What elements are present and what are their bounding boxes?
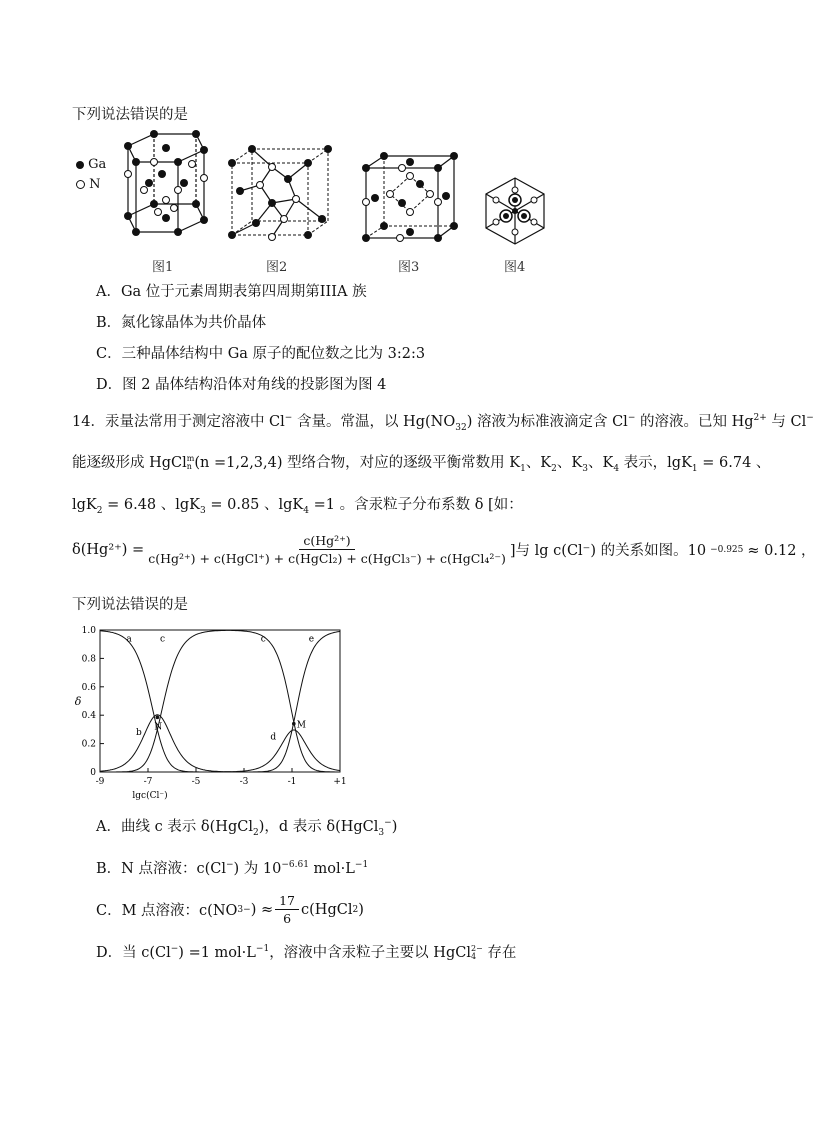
q14-formula: δ(Hg²⁺) = $\frac{\text{c(Hg²⁺)}}{\text{c(Hg²⁺) + c(HgCl⁺) + c(HgCl₂) + c(HgCl₃⁻) + c(HgCl₄²⁻)}}$ ]与 lg c(Cl⁻) 的关系如图。10 −0.925 ≈ 0.12 ， [72,533,816,566]
figure-4-caption: 图4 [504,260,526,275]
x-axis-label: lgc(Cl⁻) [132,791,168,801]
q13-option-d: D．图 2 晶体结构沿体对角线的投影图为图 4 [96,377,387,393]
figure-1-caption: 图1 [152,260,174,275]
q14-option-a: A．曲线 c 表示 δ(HgCl$_2$)，d 表示 δ(HgCl$_3$−) [96,818,398,838]
delta-fraction: $\frac{\text{c(Hg²⁺)}}{\text{c(Hg²⁺) + c(HgCl⁺) + c(HgCl₂) + c(HgCl₃⁻) + c(HgCl₄²⁻)}}$ [148,533,506,566]
series-label-c-2: c [160,634,166,645]
y-tick-label-0: 0 [90,768,96,778]
figure-3-fcc-cell [360,150,460,244]
series-label-d-4: d [270,732,277,743]
series-label-e-5: e [308,634,315,645]
q13-option-a: A．Ga 位于元素周期表第四周期第IIIA 族 [96,284,367,300]
x-tick-label-1: -7 [143,777,153,787]
q13-option-b: B．氮化镓晶体为共价晶体 [96,315,267,331]
y-tick-label-4: 0.8 [81,654,96,665]
y-tick-label-3: 0.6 [81,682,96,693]
y-tick-label-5: 1.0 [81,626,96,636]
figure-4-projection [480,176,550,246]
point-N [156,716,160,720]
q14-line-2: 能逐级形成 HgCl m n (n =1,2,3,4) 型络合物，对应的逐级平衡常数用 $K_1$、$K_2$、$K_3$、$K_4$ 表示，lgK$_1$ = 6.74 、 [72,454,771,474]
q14-option-b: B．N 点溶液：c(Cl−) 为 $10^{-6.61}$ $mol\cdot L^{-1}$ [96,860,369,877]
x-tick-label-3: -3 [239,777,249,787]
fraction-17-6: $\frac{17}{6}$ [275,893,299,926]
distribution-chart [60,620,360,801]
legend-n: N [76,177,101,192]
x-tick-label-5: +1 [333,777,347,787]
y-tick-label-2: 0.4 [81,711,96,722]
q14-option-c: C．M 点溶液：c(NO 3 − ) ≈ $\frac{17}{6}$ c(HgCl 2 ) [96,893,364,926]
series-label-b-1: b [136,728,142,739]
figure-2-cubic-cell [226,145,332,241]
series-label-a-0: a [126,634,132,645]
ga-atom-icon [76,161,84,169]
x-tick-label-2: -5 [191,777,201,787]
series-label-c-3: c [260,634,266,645]
point-label-N: N [154,722,163,733]
y-tick-label-1: 0.2 [81,739,96,750]
q14-line-1: 14．汞量法常用于测定溶液中 Cl− 含量。常温，以 $Hg(NO_{32})$ 溶液为标准液滴定含 Cl− 的溶液。已知 $Hg^{2+}$ 与 Cl− [72,413,814,433]
n-atom-icon [76,180,85,189]
figure-3-caption: 图3 [398,260,420,275]
q13-prompt: 下列说法错误的是 [72,107,188,123]
figure-1-hexagonal-cell [104,128,220,240]
x-tick-label-4: -1 [287,777,297,787]
x-tick-label-0: -9 [95,777,105,787]
point-label-M: M [296,720,307,731]
q14-line-3: lgK$_2$ = 6.48 、lgK$_3$ = 0.85 、lgK$_4$ =1 。含汞粒子分布系数 δ [如： [72,497,523,516]
q14-prompt: 下列说法错误的是 [72,597,188,613]
q14-option-d: D．当 c(Cl−) =1 $mol\cdot L^{-1}$，溶液中含汞粒子主要以 HgCl 2− 4 存在 [96,944,517,961]
legend-ga: Ga [76,157,106,172]
figure-2-caption: 图2 [266,260,288,275]
point-M [292,722,296,726]
q13-option-c: C．三种晶体结构中 Ga 原子的配位数之比为 3:2:3 [96,346,426,362]
y-axis-label: δ [74,695,82,708]
